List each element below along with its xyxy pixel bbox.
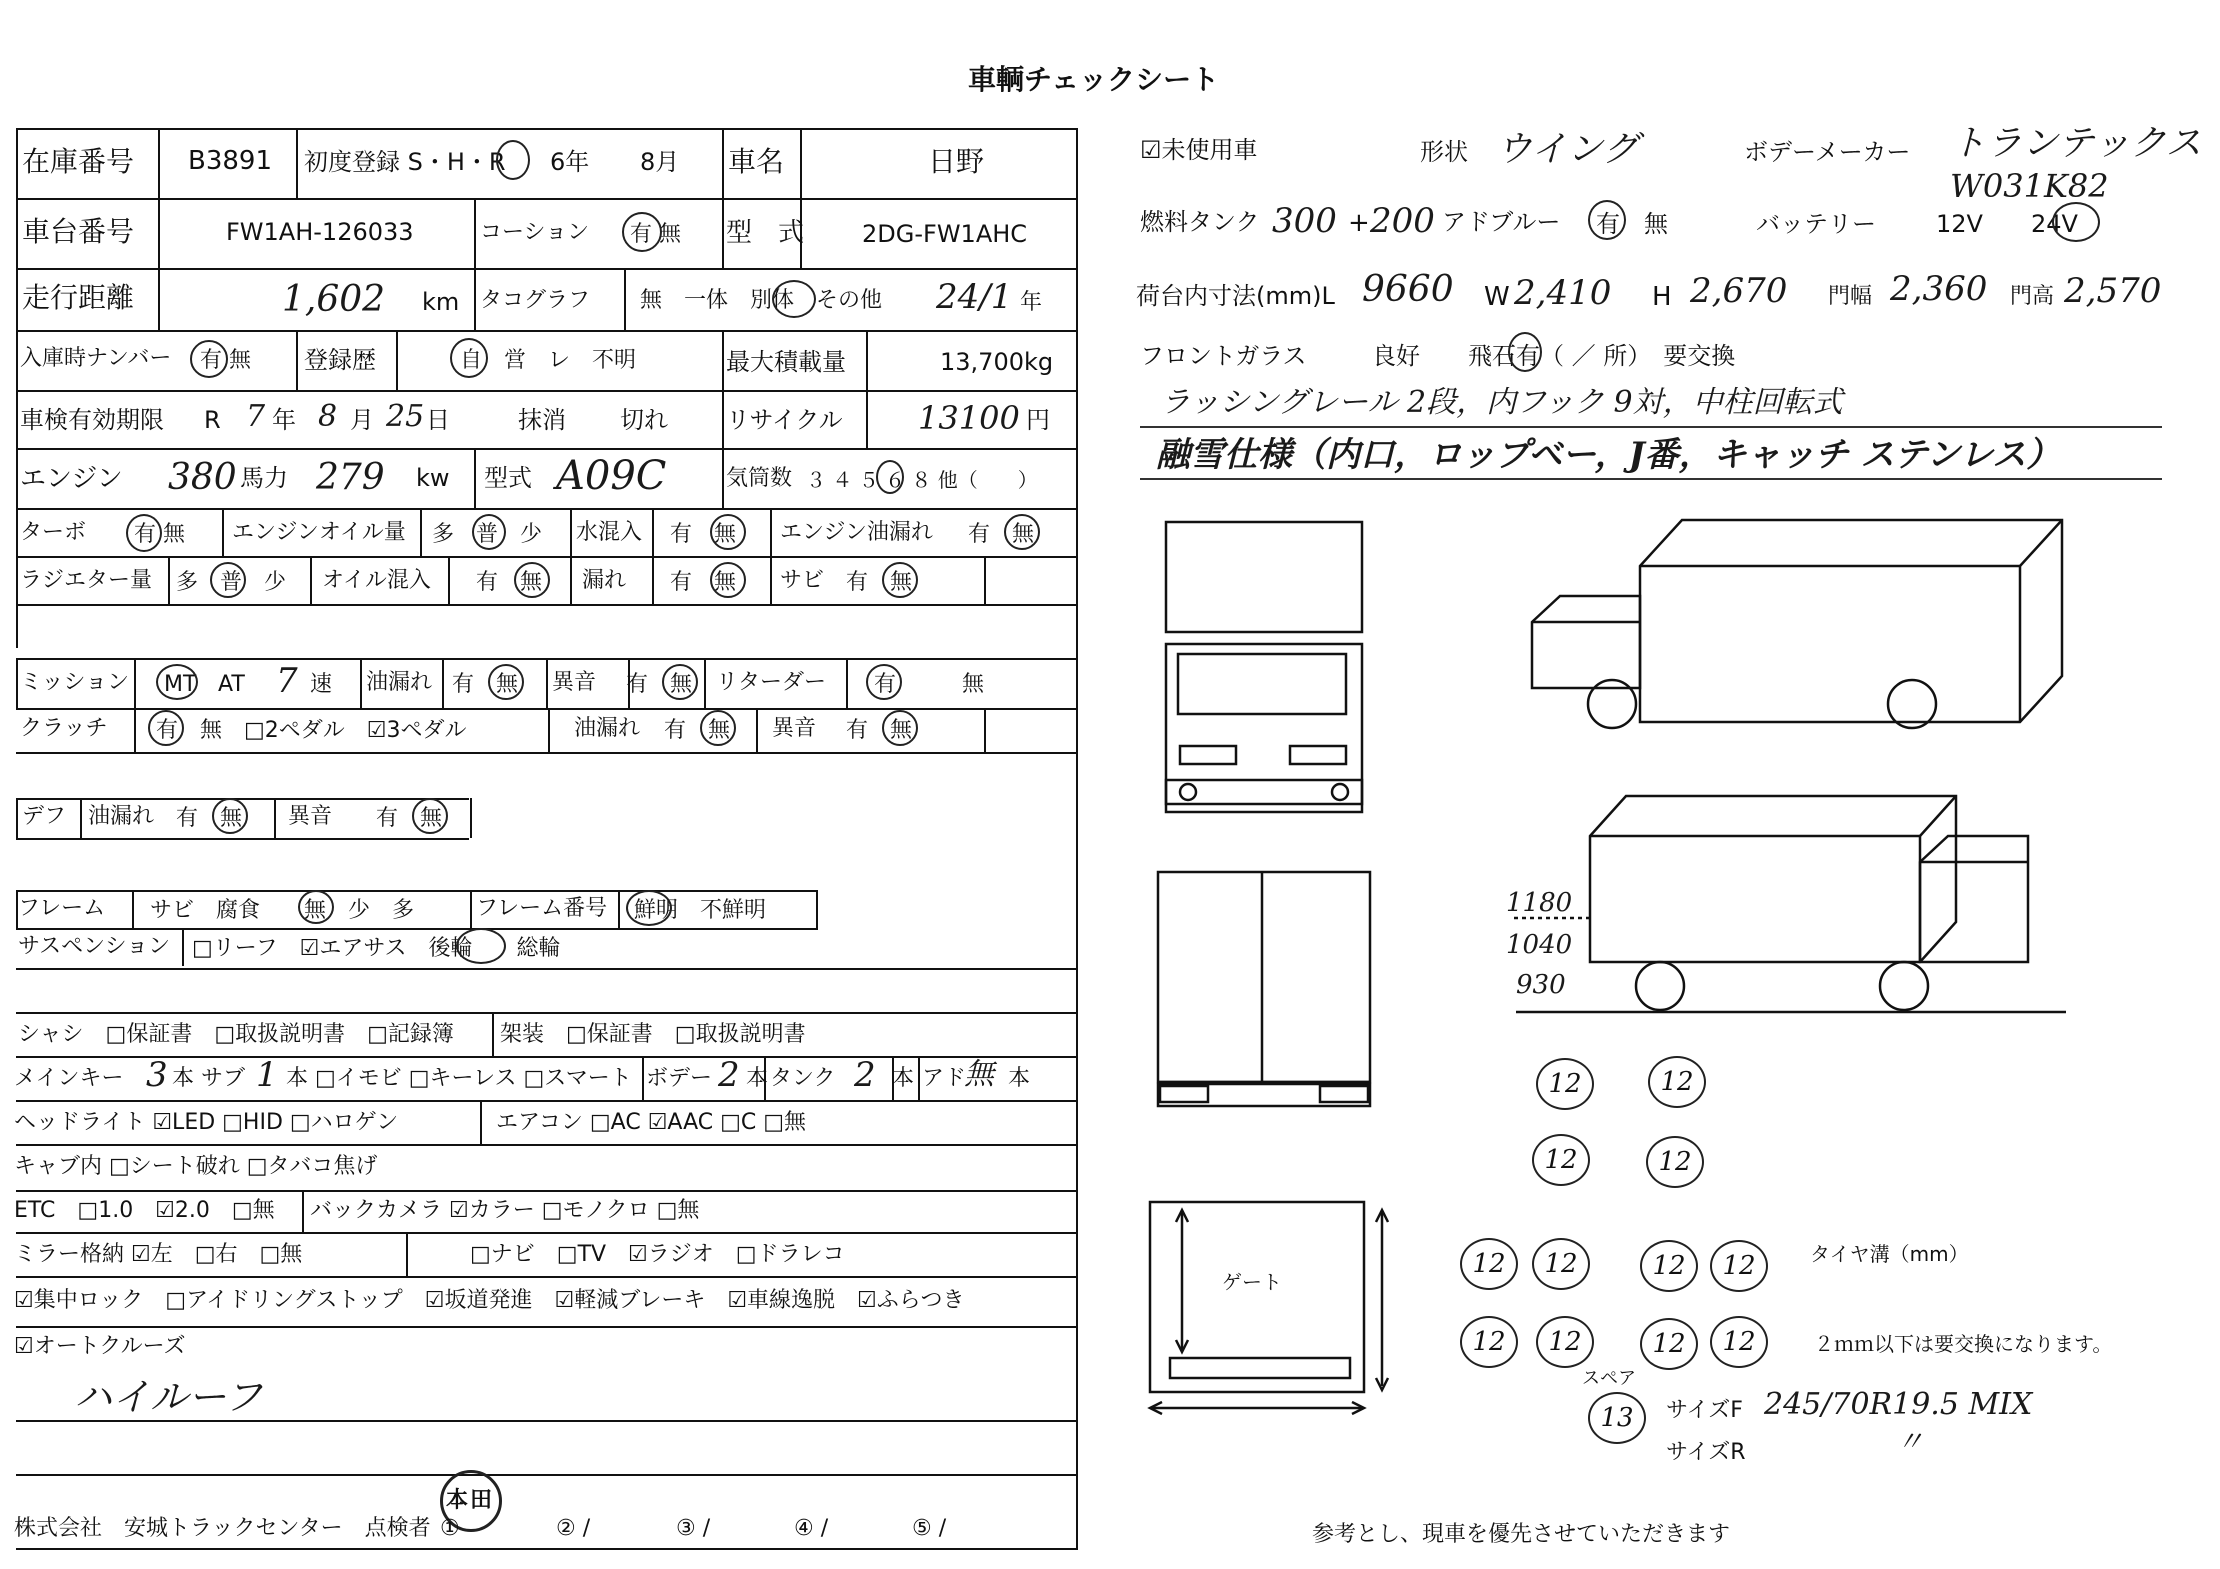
diff-leak-label: 油漏れ bbox=[88, 804, 155, 829]
size-rear-value: 〃 bbox=[1896, 1425, 1925, 1458]
truck-2-front-wheel bbox=[1636, 962, 1684, 1010]
side-dim-3: 930 bbox=[1516, 970, 1566, 1000]
frame-number-options: 鮮明 不鮮明 bbox=[634, 898, 767, 923]
mission-at: AT bbox=[218, 672, 245, 697]
cargo-dim-label: 荷台内寸法(mm)L bbox=[1136, 282, 1335, 310]
tachograph-year-unit: 年 bbox=[1020, 290, 1043, 315]
truck-1-cargo bbox=[1640, 520, 2062, 722]
door-width: 2,360 bbox=[1890, 269, 1988, 309]
fuel-tank-value-a: 300 bbox=[1272, 201, 1337, 241]
clutch-options: 有 無 □2ペダル ☑3ペダル bbox=[156, 718, 467, 743]
keys-options: 本 □イモビ □キーレス □スマート bbox=[286, 1066, 632, 1091]
shape-label: 形状 bbox=[1420, 138, 1468, 166]
etc-options: ETC □1.0 ☑2.0 □無 bbox=[14, 1198, 275, 1223]
disclaimer: 参考とし、現車を優先させていただきます bbox=[1312, 1522, 1731, 1547]
tachograph-date-hw: 24/1 bbox=[936, 277, 1013, 317]
front-view-lamp-left bbox=[1180, 746, 1236, 764]
safety-options: ☑集中ロック □アイドリングストップ ☑坂道発進 ☑軽減ブレーキ ☑車線逸脱 ☑ふらつき bbox=[14, 1288, 965, 1313]
cargo-length: 9660 bbox=[1362, 269, 1454, 310]
inspection-day-unit: 日 bbox=[426, 406, 450, 434]
oil-mix-options: 有 無 bbox=[476, 570, 543, 595]
turbo-options: 有 無 bbox=[134, 522, 185, 547]
mission-noise-label: 異音 bbox=[552, 670, 597, 695]
tire-depth-r1-1: 12 bbox=[1536, 1058, 1594, 1110]
max-load-label: 最大積載量 bbox=[726, 348, 846, 376]
tire-depth-r4-1: 12 bbox=[1460, 1316, 1518, 1368]
note-line-1: ラッシングレール 2段，内フック 9対，中柱回転式 bbox=[1160, 385, 1843, 420]
retarder-options: 有 無 bbox=[874, 672, 985, 697]
mission-leak-label: 油漏れ bbox=[366, 670, 433, 695]
inspection-month: 8 bbox=[318, 399, 338, 434]
clutch-noise-label: 異音 bbox=[772, 716, 817, 741]
keys-ad-unit: 本 bbox=[1008, 1066, 1031, 1091]
tire-depth-r3-2: 12 bbox=[1532, 1238, 1590, 1290]
front-view-windshield bbox=[1178, 654, 1346, 714]
leak-options: 有 無 bbox=[670, 570, 737, 595]
stock-number-label: 在庫番号 bbox=[22, 145, 135, 178]
checker-slot-3: ③ / bbox=[676, 1516, 711, 1541]
cargo-h-label: H bbox=[1652, 282, 1672, 312]
engine-type-label: 型式 bbox=[484, 464, 532, 492]
fuel-tank-label: 燃料タンク bbox=[1140, 208, 1260, 236]
plate-label: 入庫時ナンバー bbox=[20, 346, 172, 371]
suspension-label: サスペンション bbox=[18, 934, 171, 959]
tire-depth-r4-4: 12 bbox=[1710, 1316, 1768, 1368]
front-view-top bbox=[1166, 522, 1362, 632]
rust-options: 有 無 bbox=[846, 570, 913, 595]
diff-noise-label: 異音 bbox=[288, 804, 333, 829]
clutch-noise-options: 有 無 bbox=[846, 718, 913, 743]
max-load-value: 13,700kg bbox=[940, 348, 1054, 376]
page-title: 車輌チェックシート bbox=[968, 63, 1220, 96]
rust-label: サビ bbox=[780, 568, 825, 593]
chassis-docs: シャシ □保証書 □取扱説明書 □記録簿 bbox=[18, 1022, 454, 1047]
mission-leak-options: 有 無 bbox=[452, 672, 519, 697]
rear-view-lamp-left bbox=[1160, 1086, 1208, 1102]
front-view-lamp-right bbox=[1290, 746, 1346, 764]
cargo-height: 2,670 bbox=[1690, 271, 1788, 311]
inspection-month-unit: 月 bbox=[350, 406, 374, 434]
cab-options: キャブ内 □シート破れ □タバコ焦げ bbox=[14, 1154, 378, 1179]
diff-leak-options: 有 無 bbox=[176, 806, 243, 831]
reg-history-options: 自 営 レ 不明 bbox=[460, 348, 637, 373]
keys-tank-count: 2 bbox=[854, 1055, 876, 1095]
battery-label: バッテリー bbox=[1756, 210, 1876, 238]
checker-slot-2: ② / bbox=[556, 1516, 591, 1541]
kw-value: 279 bbox=[316, 457, 385, 498]
notes-handwritten: ハイルーフ bbox=[74, 1375, 263, 1419]
engine-oil-options: 多 普 少 bbox=[432, 522, 543, 547]
caution-label: コーション bbox=[480, 220, 590, 245]
massho-option: 抹消 bbox=[518, 406, 566, 434]
first-registration-label: 初度登録 S・H・R bbox=[304, 148, 506, 176]
mission-speed-unit: 速 bbox=[310, 672, 333, 697]
tire-depth-spare: 13 bbox=[1588, 1392, 1646, 1444]
mission-mt: MT bbox=[164, 672, 197, 697]
truck-2-cargo bbox=[1590, 796, 1956, 962]
frame-options: サビ 腐食 無 少 多 bbox=[150, 898, 415, 923]
tachograph-options: 無 一体 別体 その他 bbox=[640, 288, 883, 313]
chassis-number-value: FW1AH-126033 bbox=[226, 218, 414, 246]
door-width-label: 門幅 bbox=[1828, 284, 1873, 309]
inspection-year-unit: 年 bbox=[272, 406, 296, 434]
model-value: 2DG-FW1AHC bbox=[862, 220, 1028, 248]
inspection-day: 25 bbox=[386, 399, 425, 434]
headlight-options: ヘッドライト ☑LED □HID □ハロゲン bbox=[14, 1110, 399, 1135]
radiator-options: 多 普 少 bbox=[176, 570, 287, 595]
mileage-value: 1,602 bbox=[282, 279, 386, 320]
clutch-leak-label: 油漏れ bbox=[574, 716, 641, 741]
windshield-label: フロントガラス bbox=[1140, 342, 1307, 370]
size-front-label: サイズF bbox=[1666, 1398, 1743, 1423]
mirror-options: ミラー格納 ☑左 □右 □無 bbox=[14, 1242, 303, 1267]
kire-option: 切れ bbox=[620, 406, 668, 434]
fuel-tank-plus: + bbox=[1348, 208, 1370, 238]
keys-body-count: 2 bbox=[718, 1055, 740, 1095]
size-rear-label: サイズR bbox=[1666, 1440, 1746, 1465]
keys-ad-count: 無 bbox=[964, 1057, 994, 1092]
water-mix-label: 水混入 bbox=[576, 520, 643, 545]
cruise-option: ☑オートクルーズ bbox=[14, 1334, 186, 1359]
suspension-options: □リーフ ☑エアサス 後輪 総輪 bbox=[192, 936, 561, 961]
cylinders-label: 気筒数 bbox=[726, 466, 793, 491]
tire-depth-r4-3: 12 bbox=[1640, 1318, 1698, 1370]
aircon-options: エアコン □AC ☑AAC □C □無 bbox=[496, 1110, 807, 1135]
tire-depth-r4-2: 12 bbox=[1536, 1316, 1594, 1368]
horsepower-unit: 馬力 bbox=[240, 464, 288, 492]
horsepower-value: 380 bbox=[168, 457, 237, 498]
body-maker-label: ボデーメーカー bbox=[1744, 138, 1911, 166]
recycle-label: リサイクル bbox=[726, 406, 843, 434]
front-view-wheel-right bbox=[1332, 784, 1348, 800]
mileage-label: 走行距離 bbox=[22, 281, 135, 314]
adblue-options: 有 無 bbox=[1596, 210, 1668, 238]
diff-label: デフ bbox=[22, 804, 67, 829]
checker-slot-1: ① bbox=[440, 1516, 460, 1541]
body-docs: 架装 □保証書 □取扱説明書 bbox=[500, 1022, 806, 1047]
diff-noise-options: 有 無 bbox=[376, 806, 443, 831]
mission-speed: 7 bbox=[276, 661, 298, 701]
side-dim-2: 1040 bbox=[1506, 930, 1573, 960]
radiator-label: ラジエター量 bbox=[20, 568, 153, 593]
engine-leak-label: エンジン油漏れ bbox=[780, 520, 933, 545]
inspection-era: R bbox=[204, 406, 221, 434]
keys-tank-label: タンク bbox=[770, 1066, 836, 1091]
model-label: 型 式 bbox=[726, 218, 805, 248]
frame-label: フレーム bbox=[18, 896, 106, 921]
adblue-label: アドブルー bbox=[1442, 208, 1561, 236]
checker-slot-5: ⑤ / bbox=[912, 1516, 947, 1541]
tire-replace-note: ２ｍｍ以下は要交換になります。 bbox=[1814, 1332, 2113, 1356]
inspection-year: 7 bbox=[246, 399, 266, 434]
recycle-value: 13100 bbox=[918, 399, 1020, 437]
tire-depth-r3-1: 12 bbox=[1460, 1238, 1518, 1290]
rear-view-lamp-right bbox=[1320, 1086, 1368, 1102]
keys-body-label: ボデー bbox=[646, 1066, 713, 1091]
recycle-unit: 円 bbox=[1026, 406, 1050, 434]
mileage-unit: km bbox=[422, 288, 460, 316]
media-options: □ナビ □TV ☑ラジオ □ドラレコ bbox=[470, 1242, 845, 1267]
door-height: 2,570 bbox=[2064, 271, 2162, 311]
engine-leak-options: 有 無 bbox=[968, 522, 1035, 547]
cargo-w-label: W bbox=[1484, 282, 1510, 312]
engine-oil-label: エンジンオイル量 bbox=[232, 520, 406, 545]
caution-options: 有 無 bbox=[630, 222, 681, 247]
tire-depth-r2-1: 12 bbox=[1532, 1134, 1590, 1186]
tire-depth-r1-2: 12 bbox=[1648, 1056, 1706, 1108]
retarder-label: リターダー bbox=[716, 670, 827, 695]
spare-label: スペア bbox=[1582, 1368, 1636, 1389]
vehicle-name-label: 車名 bbox=[728, 145, 785, 178]
battery-options: 12V 24V bbox=[1936, 210, 2078, 238]
body-maker-code: W031K82 bbox=[1950, 167, 2109, 205]
fuel-tank-value-b: 200 bbox=[1370, 201, 1435, 241]
water-mix-options: 有 無 bbox=[670, 522, 737, 547]
kw-unit: kw bbox=[416, 464, 450, 492]
gate-bar bbox=[1170, 1358, 1350, 1378]
engine-type-value: A09C bbox=[556, 453, 667, 499]
body-maker-value: トランテックス bbox=[1950, 123, 2202, 164]
keys-sub-count: 1 bbox=[256, 1055, 278, 1095]
checker-slot-4: ④ / bbox=[794, 1516, 829, 1541]
keys-ad-label: アド bbox=[922, 1066, 967, 1091]
tire-depth-r3-3: 12 bbox=[1640, 1240, 1698, 1292]
checker-stamp-text: 本田 bbox=[446, 1488, 495, 1513]
gate-label: ゲート bbox=[1222, 1270, 1282, 1294]
turbo-label: ターボ bbox=[20, 520, 87, 545]
door-height-label: 門高 bbox=[2010, 284, 2055, 309]
front-view-wheel-left bbox=[1180, 784, 1196, 800]
unused-vehicle-check: ☑未使用車 bbox=[1140, 136, 1258, 164]
cylinders-options: ３ ４ ５ ６ ８ 他（ ） bbox=[806, 468, 1038, 492]
stock-number-value: B3891 bbox=[188, 146, 273, 176]
mission-label: ミッション bbox=[20, 670, 130, 695]
first-registration-month: 8月 bbox=[640, 148, 680, 176]
vehicle-name-value: 日野 bbox=[928, 145, 985, 178]
keys-body-unit: 本 bbox=[746, 1066, 769, 1091]
tire-groove-label: タイヤ溝（mm） bbox=[1810, 1242, 1969, 1266]
tire-depth-r2-2: 12 bbox=[1646, 1136, 1704, 1188]
keys-tank-unit: 本 bbox=[892, 1066, 915, 1091]
leak-label: 漏れ bbox=[582, 568, 627, 593]
keys-sub-label: 本 サブ bbox=[172, 1066, 245, 1091]
cargo-width: 2,410 bbox=[1514, 273, 1612, 313]
truck-2-rear-wheel bbox=[1880, 962, 1928, 1010]
frame-number-label: フレーム番号 bbox=[476, 896, 608, 921]
clutch-label: クラッチ bbox=[20, 716, 108, 741]
mission-noise-options: 有 無 bbox=[626, 672, 693, 697]
tire-depth-r3-4: 12 bbox=[1710, 1240, 1768, 1292]
size-front-value: 245/70R19.5 MIX bbox=[1764, 1387, 2033, 1422]
note-line-2: 融雪仕様（内口，ロップベー，J番，キャッチ ステンレス） bbox=[1156, 435, 2061, 475]
keys-main-label: メインキー bbox=[14, 1066, 124, 1091]
footer-company: 株式会社 安城トラックセンター 点検者 bbox=[14, 1516, 431, 1541]
engine-label: エンジン bbox=[20, 464, 123, 494]
reg-history-label: 登録歴 bbox=[304, 346, 376, 374]
rear-view-body bbox=[1158, 872, 1370, 1082]
inspection-expiry-label: 車検有効期限 bbox=[20, 406, 164, 434]
plate-options: 有 無 bbox=[200, 348, 251, 373]
side-dim-1: 1180 bbox=[1506, 888, 1573, 918]
chassis-number-label: 車台番号 bbox=[22, 215, 135, 248]
clutch-leak-options: 有 無 bbox=[664, 718, 731, 743]
tachograph-label: タコグラフ bbox=[480, 288, 591, 313]
keys-main-count: 3 bbox=[146, 1055, 168, 1095]
truck-1-cab bbox=[1532, 596, 1640, 688]
back-camera-options: バックカメラ ☑カラー □モノクロ □無 bbox=[310, 1198, 700, 1223]
oil-mix-label: オイル混入 bbox=[322, 568, 431, 593]
shape-value: ウイング bbox=[1496, 129, 1639, 170]
first-registration-year: 6年 bbox=[550, 148, 590, 176]
windshield-options: 良好 飛石有（ ／ 所） 要交換 bbox=[1372, 342, 1736, 370]
